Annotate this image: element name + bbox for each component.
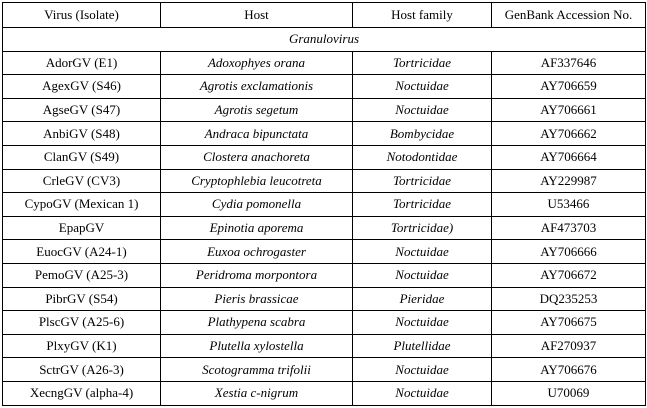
- cell-virus: PibrGV (S54): [3, 287, 161, 311]
- cell-host: Peridroma morpontora: [161, 263, 353, 287]
- cell-host-family: Bombycidae: [353, 122, 492, 146]
- cell-host: Epinotia aporema: [161, 216, 353, 240]
- cell-accession: AY706659: [492, 75, 646, 99]
- cell-virus: PlscGV (A25-6): [3, 311, 161, 335]
- cell-host-family: Notodontidae: [353, 145, 492, 169]
- cell-host: Agrotis segetum: [161, 98, 353, 122]
- cell-virus: AnbiGV (S48): [3, 122, 161, 146]
- cell-host-family: Noctuidae: [353, 98, 492, 122]
- table-row: [3, 75, 646, 99]
- cell-host-family: Tortricidae: [353, 51, 492, 75]
- cell-accession: AY229987: [492, 169, 646, 193]
- table-row: [3, 240, 646, 264]
- header-host: Host: [161, 3, 353, 28]
- cell-accession: AF270937: [492, 334, 646, 358]
- cell-host: Xestia c-nigrum: [161, 381, 353, 405]
- table-header-row: [3, 3, 646, 28]
- cell-host: Scotogramma trifolii: [161, 358, 353, 382]
- cell-virus: XecngGV (alpha-4): [3, 381, 161, 405]
- cell-host-family: Plutellidae: [353, 334, 492, 358]
- section-row: [3, 28, 646, 52]
- table-row: [3, 122, 646, 146]
- table-row: [3, 193, 646, 217]
- cell-host-family: Pieridae: [353, 287, 492, 311]
- cell-host-family: Tortricidae): [353, 216, 492, 240]
- cell-host-family: Noctuidae: [353, 381, 492, 405]
- cell-host: Plathypena scabra: [161, 311, 353, 335]
- cell-virus: EpapGV: [3, 216, 161, 240]
- cell-host-family: Tortricidae: [353, 193, 492, 217]
- cell-virus: AgexGV (S46): [3, 75, 161, 99]
- cell-accession: AY706661: [492, 98, 646, 122]
- cell-accession: U53466: [492, 193, 646, 217]
- cell-host-family: Noctuidae: [353, 263, 492, 287]
- cell-host: Agrotis exclamationis: [161, 75, 353, 99]
- table-row: [3, 381, 646, 405]
- table-row: [3, 216, 646, 240]
- cell-host-family: Noctuidae: [353, 311, 492, 335]
- cell-accession: AY706662: [492, 122, 646, 146]
- cell-accession: AY706676: [492, 358, 646, 382]
- cell-accession: DQ235253: [492, 287, 646, 311]
- cell-virus: PemoGV (A25-3): [3, 263, 161, 287]
- cell-accession: AY706664: [492, 145, 646, 169]
- header-host-family: Host family: [353, 3, 492, 28]
- table-row: [3, 98, 646, 122]
- table-row: [3, 169, 646, 193]
- table-row: [3, 263, 646, 287]
- cell-host: Clostera anachoreta: [161, 145, 353, 169]
- cell-host-family: Noctuidae: [353, 240, 492, 264]
- cell-virus: AdorGV (E1): [3, 51, 161, 75]
- table-row: [3, 311, 646, 335]
- table-row: [3, 358, 646, 382]
- section-label-granulovirus: Granulovirus: [3, 28, 646, 52]
- table-row: [3, 51, 646, 75]
- cell-host: Cydia pomonella: [161, 193, 353, 217]
- header-virus-isolate: Virus (Isolate): [3, 3, 161, 28]
- cell-virus: SctrGV (A26-3): [3, 358, 161, 382]
- table-row: [3, 287, 646, 311]
- cell-host: Pieris brassicae: [161, 287, 353, 311]
- cell-host: Adoxophyes orana: [161, 51, 353, 75]
- cell-accession: AY706666: [492, 240, 646, 264]
- cell-host: Andraca bipunctata: [161, 122, 353, 146]
- cell-virus: EuocGV (A24-1): [3, 240, 161, 264]
- document-table-container: [2, 2, 645, 406]
- cell-host-family: Noctuidae: [353, 358, 492, 382]
- cell-host-family: Tortricidae: [353, 169, 492, 193]
- cell-host: Euxoa ochrogaster: [161, 240, 353, 264]
- header-genbank-accession: GenBank Accession No.: [492, 3, 646, 28]
- cell-accession: AY706675: [492, 311, 646, 335]
- cell-accession: AF337646: [492, 51, 646, 75]
- cell-accession: AF473703: [492, 216, 646, 240]
- table-row: [3, 145, 646, 169]
- cell-host: Plutella xylostella: [161, 334, 353, 358]
- virus-accession-table: [2, 2, 646, 406]
- cell-host-family: Noctuidae: [353, 75, 492, 99]
- table-row: [3, 334, 646, 358]
- cell-accession: U70069: [492, 381, 646, 405]
- cell-virus: ClanGV (S49): [3, 145, 161, 169]
- cell-virus: CypoGV (Mexican 1): [3, 193, 161, 217]
- cell-virus: PlxyGV (K1): [3, 334, 161, 358]
- cell-accession: AY706672: [492, 263, 646, 287]
- cell-host: Cryptophlebia leucotreta: [161, 169, 353, 193]
- cell-virus: CrleGV (CV3): [3, 169, 161, 193]
- cell-virus: AgseGV (S47): [3, 98, 161, 122]
